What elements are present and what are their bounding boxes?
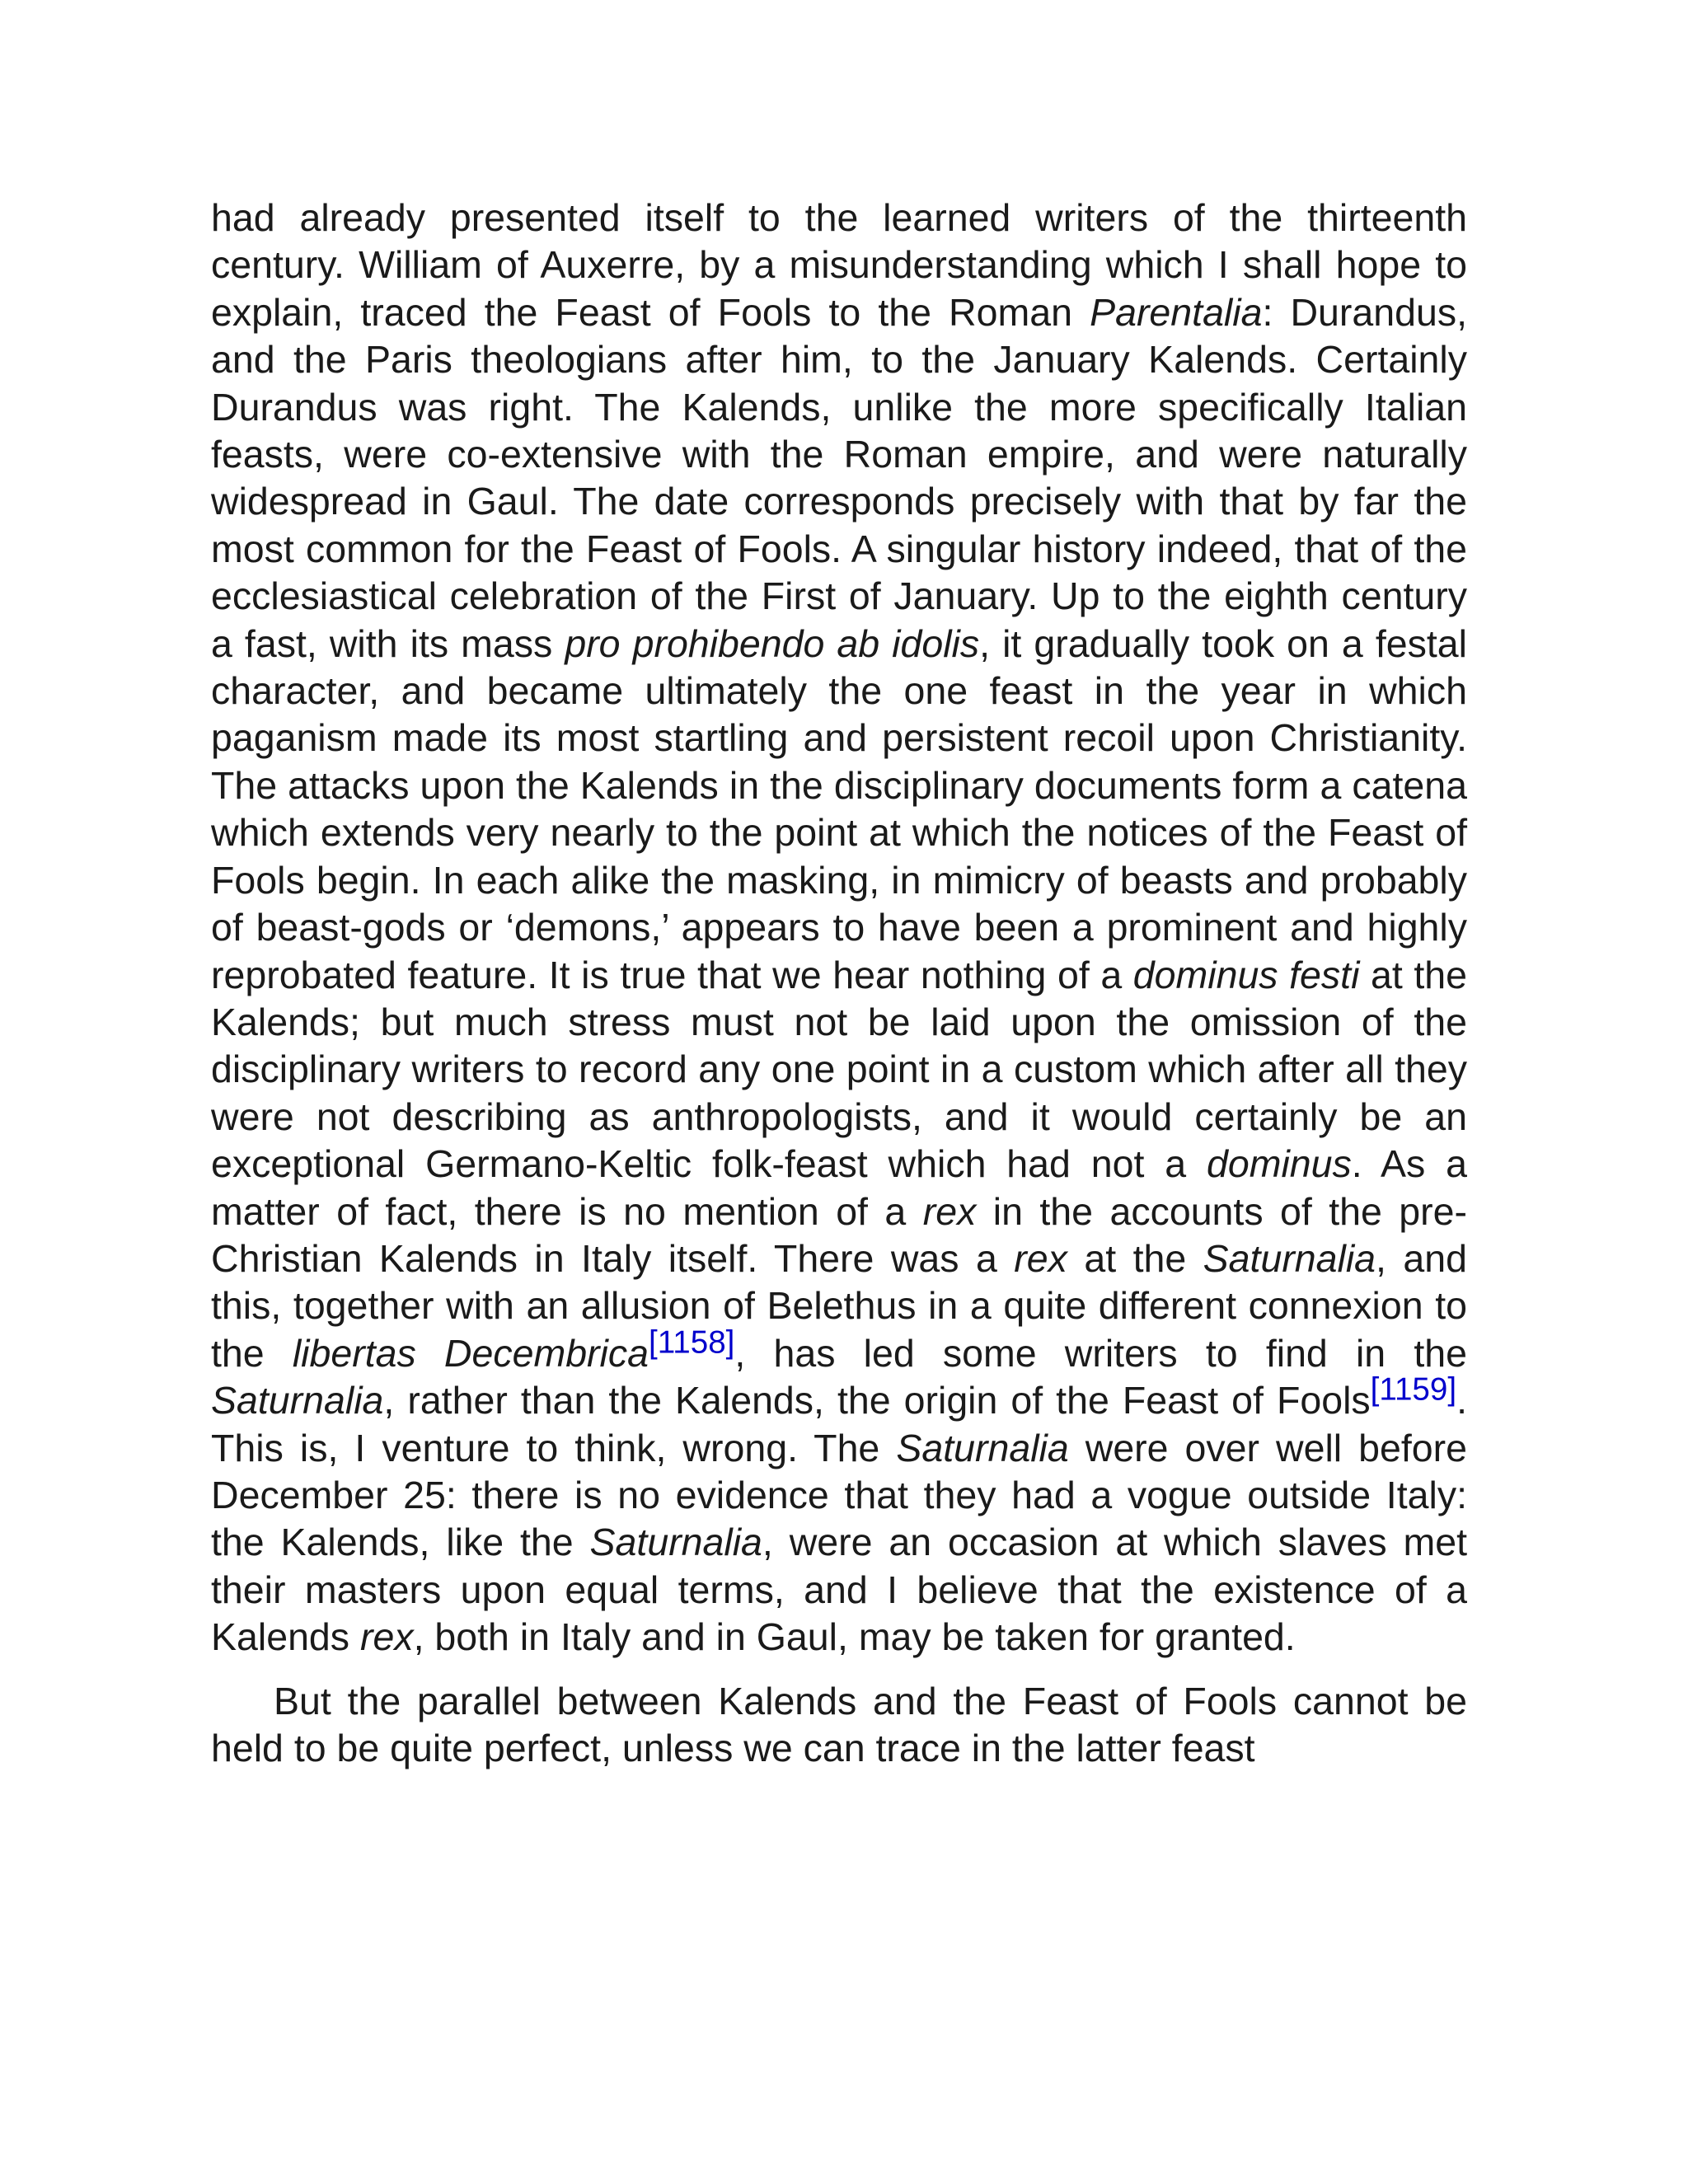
text-run: at the Kalends; but much stress must not be laid upon the omission of the disciplinary writers to record any one point in a custom which after all they were not describing as anthropologists, and it would certainly be an exceptional Germano-Keltic folk-feast which had not a (211, 953, 1468, 1186)
text-run: . This is, I venture to think, wrong. The (211, 1379, 1467, 1469)
text-run: had already presented itself to the learned writers of the thirteenth century. William of Auxerre, by a misunderstanding which I shall hope to explain, traced the Feast of Fools to the Roman (211, 196, 1467, 334)
text-run: , it gradually took on a festal character, and became ultimately the one feast in the year in which paganism made its most startling and persistent recoil upon Christianity. The attacks upon the Kalends in the disciplinary documents form a catena which extends very nearly to the point at which the notices of the Feast of Fools begin. In each alike the masking, in mimicry of beasts and probably of beast-gods or ‘demons,’ appears to have been a prominent and highly reprobated feature. It is true that we hear nothing of a (211, 621, 1467, 996)
footnote-link[interactable]: [1159] (1370, 1371, 1457, 1408)
italic-text: dominus (1207, 1142, 1352, 1186)
text-run: , and this, together with an allusion of Belethus in a quite different connexion to the (211, 1236, 1467, 1375)
text-run: But the parallel between Kalends and the Feast of Fools cannot be held to be quite perfect, unless we can trace in the latter feast (211, 1679, 1467, 1769)
italic-text: rex (922, 1189, 977, 1233)
text-run: . As a matter of fact, there is no mention of a (211, 1142, 1467, 1233)
text-run: , rather than the Kalends, the origin of the Feast of Fools (383, 1379, 1371, 1422)
text-run: , were an occasion at which slaves met their masters upon equal terms, and I believe that the existence of a Kalends (211, 1521, 1467, 1659)
italic-text: rex (359, 1615, 414, 1659)
italic-text: rex (1014, 1236, 1067, 1280)
italic-text: Saturnalia (211, 1379, 384, 1422)
text-run: , has led some writers to find in the (734, 1331, 1467, 1375)
italic-text: Saturnalia (1203, 1236, 1376, 1280)
footnote-link[interactable]: [1158] (648, 1324, 735, 1361)
text-run: , both in Italy and in Gaul, may be taken for granted. (413, 1615, 1296, 1659)
italic-text: libertas Decembrica (292, 1331, 649, 1375)
text-run: : Durandus, and the Paris theologians after him, to the January Kalends. Certainly Durandus was right. The Kalends, unlike the more specifically Italian feasts, were co-extensive with the Roman empire, and were naturally widespread in Gaul. The date corresponds precisely with that by far the most common for the Feast of Fools. A singular history indeed, that of the ecclesiastical celebration of the First of January. Up to the eighth century a fast, with its mass (211, 290, 1468, 665)
italic-text: pro prohibendo ab idolis (565, 621, 980, 665)
text-run: at the (1067, 1236, 1203, 1280)
document-page (211, 194, 1467, 1772)
text-run: were over well before December 25: there is no evidence that they had a vogue outside Italy: the Kalends, like the (211, 1426, 1468, 1564)
italic-text: Parentalia (1090, 290, 1263, 334)
italic-text: Saturnalia (589, 1521, 762, 1564)
paragraph (211, 1678, 1467, 1773)
italic-text: Saturnalia (896, 1426, 1069, 1469)
text-run: in the accounts of the pre-Christian Kalends in Italy itself. There was a (211, 1189, 1467, 1280)
italic-text: dominus festi (1132, 953, 1360, 996)
paragraph (211, 194, 1467, 1661)
